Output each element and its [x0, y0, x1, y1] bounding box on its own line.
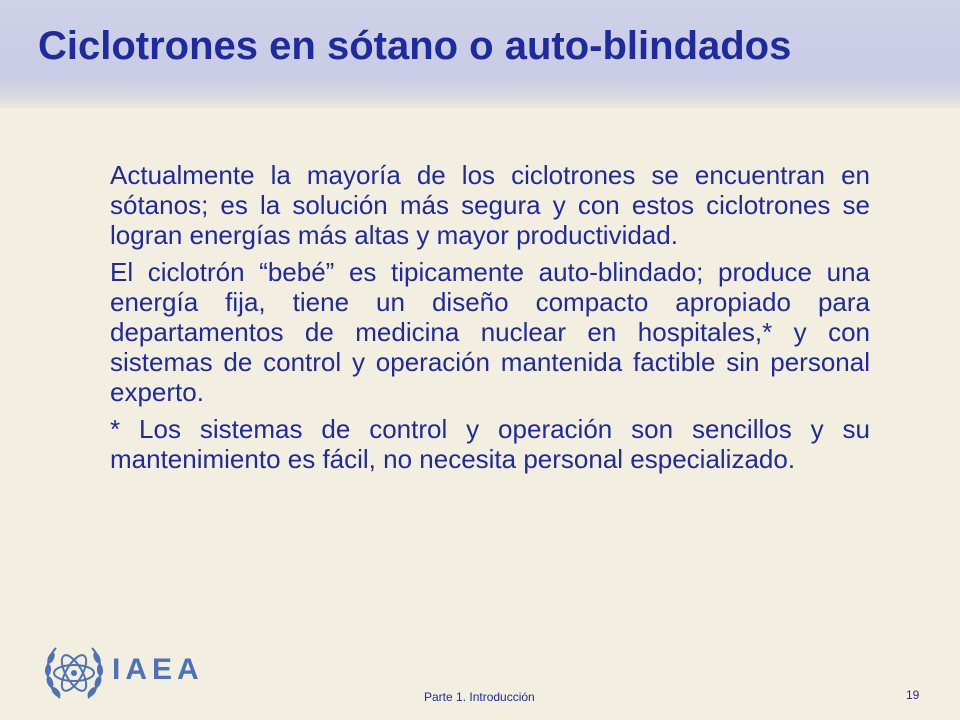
- page-number: 19: [906, 688, 920, 702]
- paragraph-footnote: * Los sistemas de control y operación son sencillos y su mantenimiento es fácil, no necesita personal especializado.: [110, 414, 870, 474]
- iaea-brand: IAEA: [112, 653, 204, 686]
- title-bar: [0, 0, 960, 108]
- paragraph-basement-cyclotrons: Actualmente la mayoría de los ciclotrones se encuentran en sótanos; es la solución más segura y con estos ciclotrones se logran energías más altas y mayor productividad.: [110, 160, 870, 250]
- paragraph-baby-cyclotron: El ciclotrón “bebé” es tipicamente auto-blindado; produce una energía fija, tiene un diseño compacto apropiado para departamentos de medicina nuclear en hospitales,* y con sistemas de control y operación mantenida factible sin personal experto.: [110, 257, 870, 407]
- slide-body: [110, 160, 870, 481]
- footer-section-label: Parte 1. Introducción: [424, 690, 535, 704]
- slide-title: Ciclotrones en sótano o auto-blindados: [38, 24, 792, 68]
- iaea-atom-laurel-icon: [38, 636, 110, 708]
